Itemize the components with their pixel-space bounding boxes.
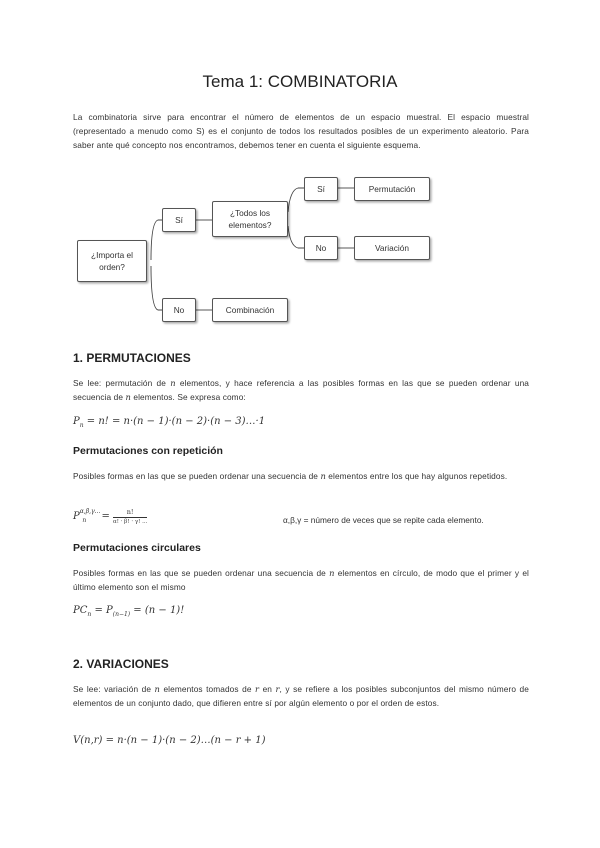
heading-permutaciones: 1. PERMUTACIONES [73, 351, 191, 365]
heading-variaciones: 2. VARIACIONES [73, 657, 169, 671]
circulares-paragraph: Posibles formas en las que se pueden ordenar una secuencia de n elementos en círculo, de modo que el primer y el último elemento son el mismo [73, 568, 529, 592]
node-si-2: Sí [304, 177, 338, 201]
repeticion-note: α,β,γ = número de veces que se repite cada elemento. [283, 515, 484, 525]
variaciones-paragraph: Se lee: variación de n elementos tomados de r en r, y se refiere a los posibles subconjuntos del mismo número de elementos de un conjunto dado, que difieren entre sí por algún elemento o por el orden de estos. [73, 684, 529, 708]
heading-permutaciones-repeticion: Permutaciones con repetición [73, 445, 223, 457]
formula-permutacion: $P_n = n$! = n·(n − 1)·(n − 2)·(n − 3)…·1 [73, 416, 266, 429]
node-combinacion: Combinación [212, 298, 288, 322]
node-todos-elementos: ¿Todos los elementos? [212, 201, 288, 237]
node-no-2: No [304, 236, 338, 260]
formula-permutacion-circular: $PC_n = P_{(n-1)} = (n - 1)$! [73, 605, 185, 618]
formula-variacion: V(n,r) = n·(n − 1)·(n − 2)…(n − r + 1) [73, 735, 266, 746]
page-title: Tema 1: COMBINATORIA [202, 72, 398, 91]
heading-permutaciones-circulares: Permutaciones circulares [73, 542, 201, 554]
node-permutacion: Permutación [354, 177, 430, 201]
permutaciones-paragraph: Se lee: permutación de n elementos, y hace referencia a las posibles formas en las que se pueden ordenar una secuencia de n elementos. Se expresa como: [73, 378, 529, 402]
connector-question-yes2 [288, 188, 304, 212]
fraction: $\frac{n!}{\alpha! \cdot \beta! \cdot \gamma! ...}$ [113, 508, 148, 525]
connector-root-no [151, 266, 162, 310]
node-variacion: Variación [354, 236, 430, 260]
node-no: No [162, 298, 196, 322]
connector-root-yes [151, 220, 162, 260]
node-si: Sí [162, 208, 196, 232]
repeticion-paragraph: Posibles formas en las que se pueden ordenar una secuencia de n elementos entre los que hay algunos repetidos. [73, 471, 508, 481]
formula-permutacion-repeticion: $P^{\alpha,\beta,\gamma...}_n$ = $\frac{n!}{\alpha! \cdot \beta! \cdot \gamma! ...}$ [73, 507, 148, 525]
intro-paragraph: La combinatoria sirve para encontrar el número de elementos de un espacio muestral. El espacio muestral (representado a menudo como S) es el conjunto de todos los resultados posibles de un experimento aleatorio. Para saber ante qué concepto nos encontramos, debemos tener en cuenta el siguiente esquema. [73, 112, 529, 150]
node-importa-orden: ¿Importa el orden? [77, 240, 147, 282]
connector-question-no2 [288, 226, 304, 248]
